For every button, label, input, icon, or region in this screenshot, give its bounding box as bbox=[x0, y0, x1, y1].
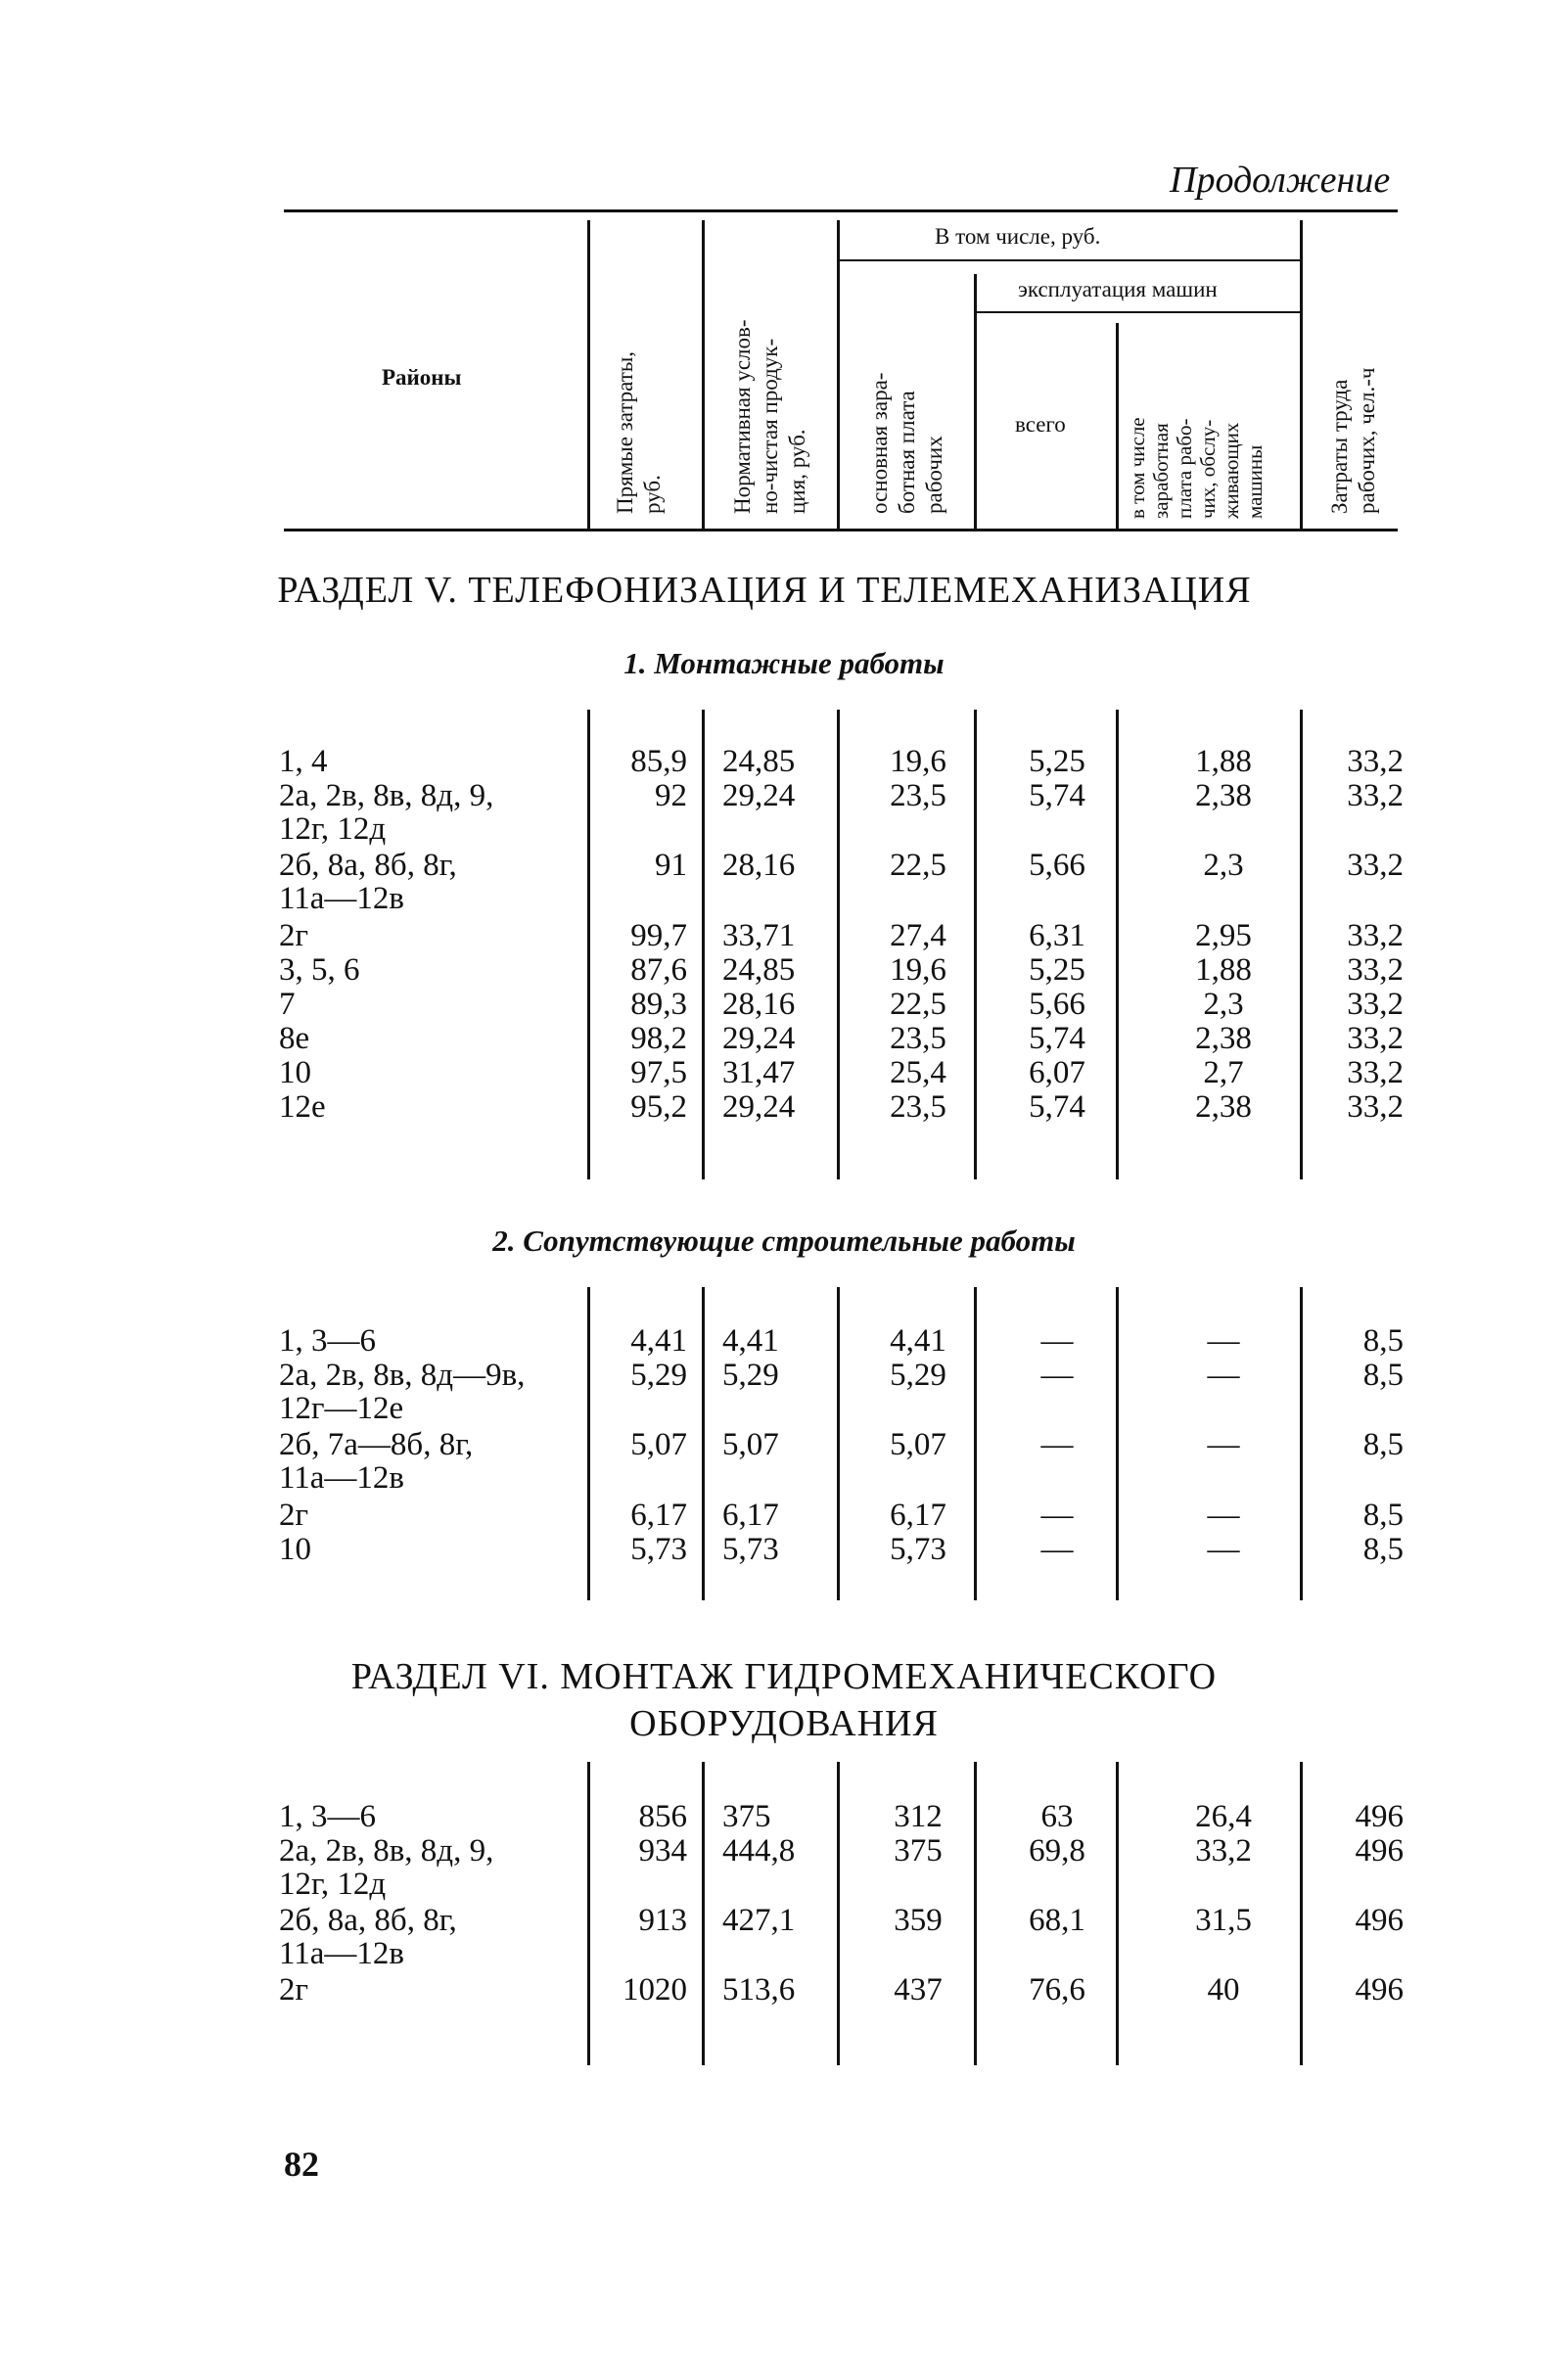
cell-machine-total: 5,74 bbox=[1029, 1021, 1085, 1056]
cell-labor: 496 bbox=[1355, 1833, 1404, 1869]
cell-base-wage: 19,6 bbox=[890, 952, 946, 988]
cell-labor: 8,5 bbox=[1362, 1427, 1404, 1462]
cell-machine-total: 5,74 bbox=[1029, 778, 1085, 813]
cell-direct-costs: 5,73 bbox=[630, 1532, 687, 1567]
cell-machine-wage: 2,7 bbox=[1203, 1055, 1244, 1090]
row-region-continued: 11а—12в bbox=[279, 1936, 405, 1971]
table-row bbox=[0, 778, 1568, 847]
cell-labor: 496 bbox=[1355, 1903, 1404, 1938]
cell-machine-wage: — bbox=[1207, 1323, 1240, 1359]
cell-machine-total: 5,25 bbox=[1029, 744, 1085, 779]
row-region: 2г bbox=[279, 918, 309, 953]
cell-machine-total: 69,8 bbox=[1029, 1833, 1085, 1869]
row-region: 2а, 2в, 8в, 8д—9в, bbox=[279, 1358, 526, 1393]
cell-labor: 8,5 bbox=[1362, 1358, 1404, 1393]
cell-base-wage: 312 bbox=[894, 1799, 943, 1834]
cell-machine-wage: — bbox=[1207, 1532, 1240, 1567]
cell-normative-output: 31,47 bbox=[722, 1055, 796, 1090]
row-region: 2б, 8а, 8б, 8г, bbox=[279, 848, 457, 883]
cell-machine-total: 5,66 bbox=[1029, 987, 1085, 1022]
cell-labor: 8,5 bbox=[1362, 1323, 1404, 1359]
header-total: всего bbox=[1015, 412, 1066, 437]
table-row bbox=[0, 1089, 1568, 1129]
cell-machine-total: 68,1 bbox=[1029, 1903, 1085, 1938]
cell-base-wage: 23,5 bbox=[890, 778, 946, 813]
cell-labor: 33,2 bbox=[1347, 744, 1404, 779]
cell-base-wage: 22,5 bbox=[890, 987, 946, 1022]
cell-normative-output: 24,85 bbox=[722, 952, 796, 988]
table-row bbox=[0, 1498, 1568, 1537]
cell-direct-costs: 6,17 bbox=[630, 1498, 687, 1533]
cell-normative-output: 5,73 bbox=[722, 1532, 779, 1567]
cell-labor: 33,2 bbox=[1347, 952, 1404, 988]
row-region: 1, 3—6 bbox=[279, 1799, 376, 1834]
cell-direct-costs: 92 bbox=[655, 778, 687, 813]
row-region: 12е bbox=[279, 1089, 326, 1125]
row-region: 10 bbox=[279, 1055, 311, 1090]
cell-base-wage: 5,73 bbox=[890, 1532, 946, 1567]
cell-machine-total: — bbox=[1040, 1358, 1074, 1393]
cell-machine-wage: — bbox=[1207, 1358, 1240, 1393]
table-row bbox=[0, 1323, 1568, 1362]
header-normative-output: Нормативная услов- но-чистая продук- ция, руб. bbox=[730, 319, 809, 514]
cell-direct-costs: 97,5 bbox=[630, 1055, 687, 1090]
section-5-subtitle-2: 2. Сопутствующие строительные работы bbox=[492, 1223, 1076, 1258]
cell-direct-costs: 934 bbox=[638, 1833, 687, 1869]
cell-direct-costs: 913 bbox=[638, 1903, 687, 1938]
cell-normative-output: 375 bbox=[722, 1799, 771, 1834]
cell-base-wage: 23,5 bbox=[890, 1089, 946, 1125]
cell-base-wage: 359 bbox=[894, 1903, 943, 1938]
cell-machine-wage: 40 bbox=[1207, 1972, 1240, 2008]
cell-machine-total: — bbox=[1040, 1532, 1074, 1567]
cell-labor: 33,2 bbox=[1347, 918, 1404, 953]
cell-direct-costs: 98,2 bbox=[630, 1021, 687, 1056]
cell-machine-wage: 2,3 bbox=[1203, 987, 1244, 1022]
cell-normative-output: 28,16 bbox=[722, 848, 796, 883]
cell-direct-costs: 99,7 bbox=[630, 918, 687, 953]
cell-labor: 33,2 bbox=[1347, 1021, 1404, 1056]
continuation-label: Продолжение bbox=[1170, 160, 1391, 201]
cell-machine-total: 5,74 bbox=[1029, 1089, 1085, 1125]
table-row bbox=[0, 987, 1568, 1026]
row-region: 2г bbox=[279, 1972, 309, 2008]
cell-machine-total: 76,6 bbox=[1029, 1972, 1085, 2008]
cell-machine-total: 6,07 bbox=[1029, 1055, 1085, 1090]
cell-machine-wage: — bbox=[1207, 1498, 1240, 1533]
cell-base-wage: 5,07 bbox=[890, 1427, 946, 1462]
cell-normative-output: 4,41 bbox=[722, 1323, 779, 1359]
page-number: 82 bbox=[284, 2145, 319, 2184]
cell-base-wage: 22,5 bbox=[890, 848, 946, 883]
cell-direct-costs: 5,07 bbox=[630, 1427, 687, 1462]
cell-normative-output: 513,6 bbox=[722, 1972, 796, 2008]
row-region-continued: 11а—12в bbox=[279, 1460, 405, 1496]
cell-machine-total: — bbox=[1040, 1427, 1074, 1462]
cell-labor: 33,2 bbox=[1347, 778, 1404, 813]
row-region-continued: 12г, 12д bbox=[279, 1867, 387, 1902]
cell-normative-output: 6,17 bbox=[722, 1498, 779, 1533]
cell-base-wage: 375 bbox=[894, 1833, 943, 1869]
cell-machine-wage: — bbox=[1207, 1427, 1240, 1462]
cell-normative-output: 5,29 bbox=[722, 1358, 779, 1393]
cell-machine-total: 63 bbox=[1040, 1799, 1074, 1834]
cell-direct-costs: 87,6 bbox=[630, 952, 687, 988]
cell-normative-output: 28,16 bbox=[722, 987, 796, 1022]
cell-labor: 8,5 bbox=[1362, 1498, 1404, 1533]
table-row bbox=[0, 1427, 1568, 1496]
cell-labor: 496 bbox=[1355, 1799, 1404, 1834]
cell-direct-costs: 5,29 bbox=[630, 1358, 687, 1393]
header-direct-costs: Прямые затраты, руб. bbox=[613, 350, 665, 514]
header-incl-wage: в том числе заработная плата рабо- чих, обслу- живающих машины bbox=[1126, 417, 1267, 519]
row-region-continued: 11а—12в bbox=[279, 881, 405, 916]
row-region: 1, 3—6 bbox=[279, 1323, 376, 1359]
table-row bbox=[0, 918, 1568, 957]
cell-base-wage: 4,41 bbox=[890, 1323, 946, 1359]
table-row bbox=[0, 1055, 1568, 1094]
cell-direct-costs: 4,41 bbox=[630, 1323, 687, 1359]
cell-labor: 33,2 bbox=[1347, 1089, 1404, 1125]
row-region: 2а, 2в, 8в, 8д, 9, bbox=[279, 778, 494, 813]
section-6-title-line-2: ОБОРУДОВАНИЯ bbox=[629, 1703, 939, 1744]
cell-machine-wage: 2,3 bbox=[1203, 848, 1244, 883]
table-row bbox=[0, 744, 1568, 783]
cell-normative-output: 24,85 bbox=[722, 744, 796, 779]
cell-labor: 33,2 bbox=[1347, 848, 1404, 883]
cell-machine-wage: 2,95 bbox=[1195, 918, 1252, 953]
cell-direct-costs: 89,3 bbox=[630, 987, 687, 1022]
row-region: 1, 4 bbox=[279, 744, 328, 779]
cell-machine-wage: 31,5 bbox=[1195, 1903, 1252, 1938]
table-row bbox=[0, 1358, 1568, 1426]
cell-normative-output: 29,24 bbox=[722, 1089, 796, 1125]
header-machine-operation: эксплуатация машин bbox=[1018, 277, 1218, 301]
table-row bbox=[0, 952, 1568, 992]
row-region: 2г bbox=[279, 1498, 309, 1533]
row-region: 2б, 7а—8б, 8г, bbox=[279, 1427, 474, 1462]
cell-machine-wage: 26,4 bbox=[1195, 1799, 1252, 1834]
cell-direct-costs: 1020 bbox=[623, 1972, 687, 2008]
section-6-title-line-1: РАЗДЕЛ VI. МОНТАЖ ГИДРОМЕХАНИЧЕСКОГО bbox=[350, 1656, 1218, 1697]
table-row bbox=[0, 1532, 1568, 1571]
cell-normative-output: 29,24 bbox=[722, 778, 796, 813]
row-region: 2а, 2в, 8в, 8д, 9, bbox=[279, 1833, 494, 1869]
cell-machine-total: 5,25 bbox=[1029, 952, 1085, 988]
cell-normative-output: 29,24 bbox=[722, 1021, 796, 1056]
cell-machine-wage: 1,88 bbox=[1195, 952, 1252, 988]
row-region-continued: 12г, 12д bbox=[279, 811, 387, 847]
cell-machine-total: — bbox=[1040, 1323, 1074, 1359]
section-5-title: РАЗДЕЛ V. ТЕЛЕФОНИЗАЦИЯ И ТЕЛЕМЕХАНИЗАЦИЯ bbox=[277, 570, 1252, 611]
cell-normative-output: 427,1 bbox=[722, 1903, 796, 1938]
table-row bbox=[0, 1903, 1568, 1971]
cell-labor: 8,5 bbox=[1362, 1532, 1404, 1567]
row-region: 7 bbox=[279, 987, 296, 1022]
row-region: 10 bbox=[279, 1532, 311, 1567]
row-region: 3, 5, 6 bbox=[279, 952, 360, 988]
cell-base-wage: 19,6 bbox=[890, 744, 946, 779]
header-base-wage: основная зара- ботная плата рабочих bbox=[867, 372, 946, 514]
header-including: В том числе, руб. bbox=[935, 224, 1101, 249]
cell-base-wage: 6,17 bbox=[890, 1498, 946, 1533]
cell-base-wage: 437 bbox=[894, 1972, 943, 2008]
cell-direct-costs: 856 bbox=[638, 1799, 687, 1834]
cell-machine-wage: 2,38 bbox=[1195, 1021, 1252, 1056]
cell-normative-output: 444,8 bbox=[722, 1833, 796, 1869]
header-districts: Районы bbox=[382, 365, 462, 390]
cell-labor: 33,2 bbox=[1347, 1055, 1404, 1090]
cell-labor: 496 bbox=[1355, 1972, 1404, 2008]
cell-machine-wage: 2,38 bbox=[1195, 1089, 1252, 1125]
cell-base-wage: 25,4 bbox=[890, 1055, 946, 1090]
table-row bbox=[0, 1021, 1568, 1060]
cell-direct-costs: 95,2 bbox=[630, 1089, 687, 1125]
row-region-continued: 12г—12е bbox=[279, 1391, 404, 1426]
cell-machine-wage: 2,38 bbox=[1195, 778, 1252, 813]
cell-direct-costs: 85,9 bbox=[630, 744, 687, 779]
cell-machine-wage: 33,2 bbox=[1195, 1833, 1252, 1869]
cell-direct-costs: 91 bbox=[655, 848, 687, 883]
cell-base-wage: 5,29 bbox=[890, 1358, 946, 1393]
row-region: 8е bbox=[279, 1021, 310, 1056]
cell-base-wage: 27,4 bbox=[890, 918, 946, 953]
table-row bbox=[0, 1972, 1568, 2011]
cell-normative-output: 33,71 bbox=[722, 918, 796, 953]
cell-normative-output: 5,07 bbox=[722, 1427, 779, 1462]
cell-machine-wage: 1,88 bbox=[1195, 744, 1252, 779]
row-region: 2б, 8а, 8б, 8г, bbox=[279, 1903, 457, 1938]
header-labor: Затраты труда рабочих, чел.-ч bbox=[1327, 367, 1379, 514]
table-row bbox=[0, 1799, 1568, 1838]
section-5-subtitle-1: 1. Монтажные работы bbox=[623, 646, 945, 680]
cell-machine-total: 6,31 bbox=[1029, 918, 1085, 953]
cell-machine-total: 5,66 bbox=[1029, 848, 1085, 883]
cell-labor: 33,2 bbox=[1347, 987, 1404, 1022]
cell-machine-total: — bbox=[1040, 1498, 1074, 1533]
table-row bbox=[0, 848, 1568, 916]
table-row bbox=[0, 1833, 1568, 1902]
cell-base-wage: 23,5 bbox=[890, 1021, 946, 1056]
